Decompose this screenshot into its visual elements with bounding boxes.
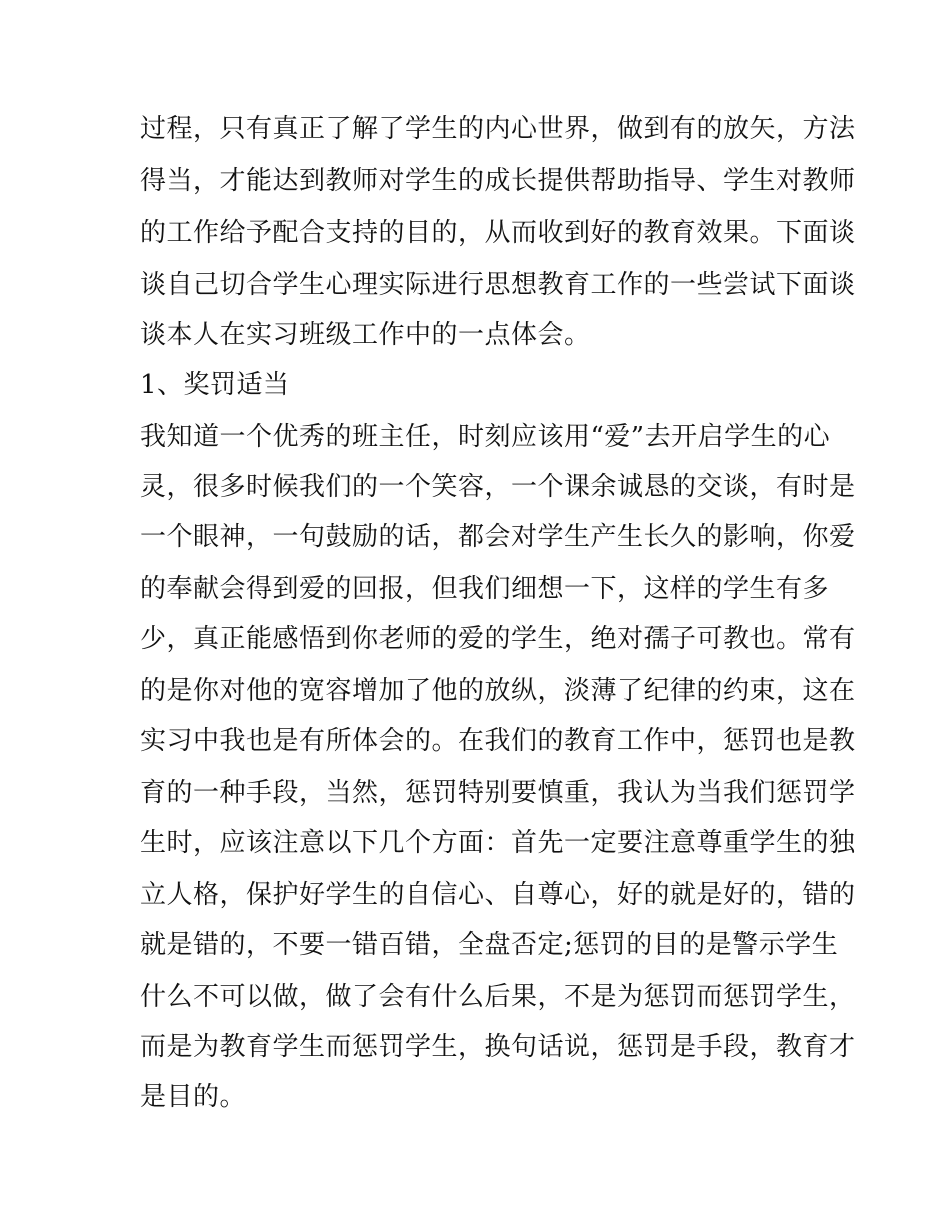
paragraph-line: 立人格，保护好学生的自信心、自尊心，好的就是好的，错的 <box>140 880 856 910</box>
paragraph-line: 谈自己切合学生心理实际进行思想教育工作的一些尝试下面谈 <box>140 270 856 300</box>
paragraph-line: 的奉献会得到爱的回报，但我们细想一下，这样的学生有多 <box>140 574 830 604</box>
paragraph-line: 就是错的，不要一错百错，全盘否定;惩罚的目的是警示学生 <box>140 930 839 960</box>
section-heading: 1、奖罚适当 <box>140 370 290 400</box>
paragraph-line: 灵，很多时候我们的一个笑容，一个课余诚恳的交谈，有时是 <box>140 472 856 502</box>
paragraph-line: 是目的。 <box>140 1082 247 1112</box>
paragraph-line: 一个眼神，一句鼓励的话，都会对学生产生长久的影响，你爱 <box>140 522 856 552</box>
paragraph-line: 过程，只有真正了解了学生的内心世界，做到有的放矢，方法 <box>140 114 856 144</box>
paragraph-line: 的是你对他的宽容增加了他的放纵，淡薄了纪律的约束，这在 <box>140 676 856 706</box>
paragraph-line: 的工作给予配合支持的目的，从而收到好的教育效果。下面谈 <box>140 218 856 248</box>
paragraph-line: 我知道一个优秀的班主任，时刻应该用“爱”去开启学生的心 <box>140 422 831 452</box>
paragraph-line: 生时，应该注意以下几个方面：首先一定要注意尊重学生的独 <box>140 828 856 858</box>
paragraph-line: 得当，才能达到教师对学生的成长提供帮助指导、学生对教师 <box>140 166 856 196</box>
paragraph-line: 谈本人在实习班级工作中的一点体会。 <box>140 320 591 350</box>
paragraph-line: 育的一种手段，当然，惩罚特别要慎重，我认为当我们惩罚学 <box>140 778 856 808</box>
paragraph-line: 实习中我也是有所体会的。在我们的教育工作中，惩罚也是教 <box>140 726 856 756</box>
paragraph-line: 少，真正能感悟到你老师的爱的学生，绝对孺子可教也。常有 <box>140 624 856 654</box>
paragraph-line: 什么不可以做，做了会有什么后果，不是为惩罚而惩罚学生， <box>140 982 856 1012</box>
paragraph-line: 而是为教育学生而惩罚学生，换句话说，惩罚是手段，教育才 <box>140 1032 856 1062</box>
